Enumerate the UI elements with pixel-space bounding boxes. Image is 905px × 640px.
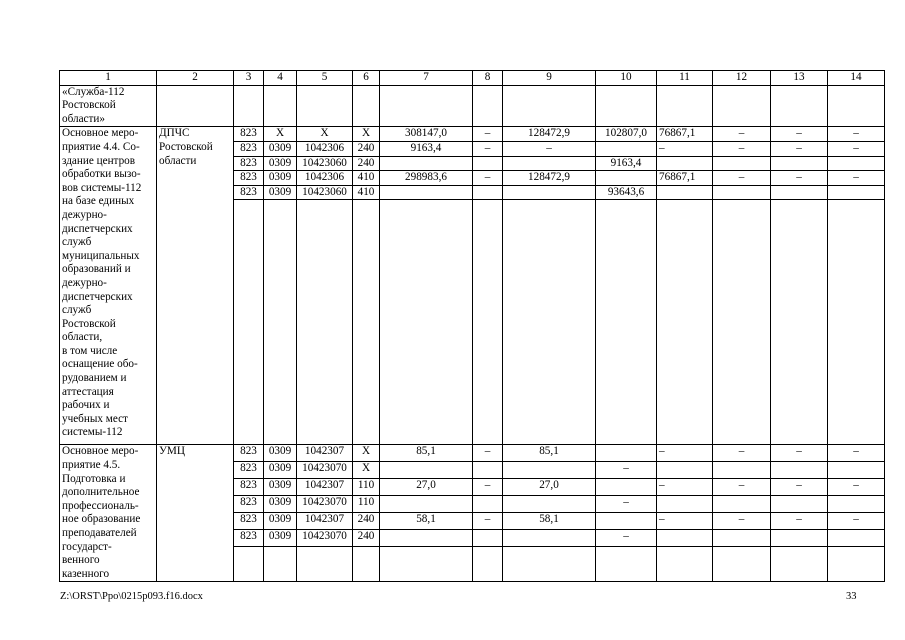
column-number: 10 — [596, 71, 657, 86]
measure-name-line: ное образование — [62, 513, 141, 526]
empty-cell — [713, 547, 771, 582]
empty-cell — [380, 85, 473, 127]
cell-c7: 58,1 — [380, 513, 473, 530]
cell-c14 — [828, 462, 885, 479]
cell-c9: 128472,9 — [503, 127, 596, 142]
cell-c6: X — [353, 127, 380, 142]
empty-cell — [264, 547, 297, 582]
cell-c10 — [596, 171, 657, 186]
cell-c4: 0309 — [264, 513, 297, 530]
empty-cell — [297, 547, 353, 582]
measure-name-line: Основное меро- — [62, 445, 139, 458]
cell-c6: 240 — [353, 530, 380, 547]
cell-c9 — [503, 462, 596, 479]
cell-c3: 823 — [234, 185, 264, 200]
empty-cell — [353, 547, 380, 582]
cell-c10: – — [596, 496, 657, 513]
cell-c7: 85,1 — [380, 445, 473, 462]
empty-cell — [828, 200, 885, 445]
cell-c5: 1042306 — [297, 141, 353, 156]
cell-c13 — [771, 496, 828, 513]
executor-name-line: ДПЧС — [159, 127, 190, 140]
empty-cell — [713, 200, 771, 445]
cell-c8 — [473, 530, 503, 547]
column-number: 9 — [503, 71, 596, 86]
executor-name-line: Ростовской — [159, 140, 213, 153]
measure-name-line: Ростовской — [62, 317, 116, 330]
measure-name-line: рудованием и — [62, 372, 127, 385]
cell-c9 — [503, 185, 596, 200]
cell-c5: 1042307 — [297, 445, 353, 462]
cell-c13: – — [771, 171, 828, 186]
cell-c6: 110 — [353, 496, 380, 513]
cell-c12 — [713, 496, 771, 513]
cell-c14: – — [828, 513, 885, 530]
cell-c7: 298983,6 — [380, 171, 473, 186]
empty-cell — [657, 547, 713, 582]
cell-c8: – — [473, 141, 503, 156]
cell-c12: – — [713, 127, 771, 142]
cell-c7 — [380, 462, 473, 479]
cell-c8: – — [473, 479, 503, 496]
empty-cell — [828, 547, 885, 582]
cell-c11: 76867,1 — [657, 171, 713, 186]
cell-c7: 308147,0 — [380, 127, 473, 142]
cell-c8: – — [473, 513, 503, 530]
empty-cell — [596, 547, 657, 582]
column-number: 12 — [713, 71, 771, 86]
measure-name-line: диспетчерских — [62, 222, 133, 235]
cell-c6: 410 — [353, 185, 380, 200]
cell-c3: 823 — [234, 462, 264, 479]
empty-cell — [713, 85, 771, 127]
cell-c4: 0309 — [264, 530, 297, 547]
empty-cell — [234, 547, 264, 582]
cell-c6: X — [353, 462, 380, 479]
cell-c13: – — [771, 479, 828, 496]
cell-c12 — [713, 530, 771, 547]
empty-cell — [264, 200, 297, 445]
cell-c3: 823 — [234, 479, 264, 496]
cell-c5: 10423070 — [297, 496, 353, 513]
cell-c11 — [657, 185, 713, 200]
empty-cell — [657, 200, 713, 445]
column-number: 3 — [234, 71, 264, 86]
cell-c4: 0309 — [264, 141, 297, 156]
cell-c4: 0309 — [264, 445, 297, 462]
file-path: Z:\ORST\Ppo\0215p093.f16.docx — [60, 591, 203, 602]
empty-cell — [353, 85, 380, 127]
measure-name-line: Ростовской — [62, 99, 116, 112]
table-row — [60, 85, 885, 127]
measure-name-line: служб — [62, 236, 92, 249]
cell-c14 — [828, 185, 885, 200]
cell-c7: 9163,4 — [380, 141, 473, 156]
measure-name-line: обработки вызо- — [62, 168, 141, 181]
cell-c8: – — [473, 445, 503, 462]
cell-c5: X — [297, 127, 353, 142]
cell-c7 — [380, 185, 473, 200]
measure-name-line: аттестация — [62, 385, 114, 398]
measure-name-line: вов системы-112 — [62, 181, 142, 194]
cell-c12: – — [713, 513, 771, 530]
cell-c5: 10423070 — [297, 462, 353, 479]
cell-c5: 1042307 — [297, 513, 353, 530]
cell-c9 — [503, 530, 596, 547]
measure-name-line: учебных мест — [62, 412, 128, 425]
column-number: 2 — [157, 71, 234, 86]
cell-c13 — [771, 530, 828, 547]
cell-c6: 240 — [353, 156, 380, 171]
measure-name-line: дополнительное — [62, 486, 140, 499]
executor-name — [157, 445, 234, 582]
measure-name-line: оснащение обо- — [62, 358, 138, 371]
measure-name-line: «Служба-112 — [62, 85, 125, 98]
measure-name — [60, 445, 157, 582]
cell-c6: 240 — [353, 513, 380, 530]
column-number: 4 — [264, 71, 297, 86]
table-row — [60, 445, 885, 462]
cell-c10 — [596, 513, 657, 530]
empty-cell — [297, 85, 353, 127]
executor-name — [157, 127, 234, 445]
cell-c10 — [596, 479, 657, 496]
measure-name-line: казенного — [62, 567, 110, 580]
cell-c11: 76867,1 — [657, 127, 713, 142]
cell-c8 — [473, 462, 503, 479]
cell-c14 — [828, 156, 885, 171]
table-body — [60, 71, 885, 582]
cell-c11 — [657, 496, 713, 513]
cell-c4: 0309 — [264, 156, 297, 171]
column-number: 11 — [657, 71, 713, 86]
cell-c9: 128472,9 — [503, 171, 596, 186]
cell-c14: – — [828, 171, 885, 186]
empty-cell — [264, 85, 297, 127]
measure-name-line: профессиональ- — [62, 499, 139, 512]
empty-cell — [771, 200, 828, 445]
cell-c12 — [713, 185, 771, 200]
cell-c14: – — [828, 479, 885, 496]
empty-cell — [596, 200, 657, 445]
empty-cell — [157, 85, 234, 127]
column-number: 5 — [297, 71, 353, 86]
cell-c13: – — [771, 445, 828, 462]
measure-name-line: дежурно- — [62, 276, 107, 289]
cell-c8 — [473, 156, 503, 171]
cell-c11: – — [657, 479, 713, 496]
budget-table — [59, 70, 885, 582]
cell-c12: – — [713, 171, 771, 186]
cell-c7: 27,0 — [380, 479, 473, 496]
empty-cell — [473, 547, 503, 582]
empty-cell — [503, 200, 596, 445]
cell-c3: 823 — [234, 496, 264, 513]
empty-cell — [380, 200, 473, 445]
cell-c10: 102807,0 — [596, 127, 657, 142]
cell-c9 — [503, 156, 596, 171]
empty-cell — [596, 85, 657, 127]
executor-name-line: области — [159, 154, 197, 167]
empty-cell — [503, 547, 596, 582]
cell-c5: 10423060 — [297, 185, 353, 200]
empty-cell — [380, 547, 473, 582]
empty-cell — [473, 200, 503, 445]
cell-c9: 27,0 — [503, 479, 596, 496]
measure-name-line: рабочих и — [62, 399, 110, 412]
cell-c11 — [657, 156, 713, 171]
cell-c4: 0309 — [264, 171, 297, 186]
empty-cell — [503, 85, 596, 127]
measure-name — [60, 127, 157, 445]
cell-c12 — [713, 462, 771, 479]
cell-c13 — [771, 185, 828, 200]
cell-c3: 823 — [234, 530, 264, 547]
cell-c3: 823 — [234, 156, 264, 171]
column-number: 8 — [473, 71, 503, 86]
empty-cell — [234, 200, 264, 445]
cell-c4: 0309 — [264, 479, 297, 496]
cell-c6: 410 — [353, 171, 380, 186]
cell-c12 — [713, 156, 771, 171]
cell-c5: 1042307 — [297, 479, 353, 496]
cell-c12: – — [713, 445, 771, 462]
measure-name-line: государст- — [62, 540, 112, 553]
cell-c5: 10423070 — [297, 530, 353, 547]
cell-c11: – — [657, 141, 713, 156]
cell-c3: 823 — [234, 445, 264, 462]
cell-c10: – — [596, 530, 657, 547]
measure-name-line: в том числе — [62, 344, 118, 357]
column-number: 1 — [60, 71, 157, 86]
empty-cell — [473, 85, 503, 127]
cell-c7 — [380, 496, 473, 513]
cell-c3: 823 — [234, 513, 264, 530]
cell-c13: – — [771, 127, 828, 142]
cell-c8: – — [473, 127, 503, 142]
cell-c13 — [771, 156, 828, 171]
measure-name-line: образований и — [62, 263, 131, 276]
cell-c9: 58,1 — [503, 513, 596, 530]
cell-c4: 0309 — [264, 462, 297, 479]
cell-c10 — [596, 445, 657, 462]
measure-name — [60, 85, 157, 127]
cell-c4: 0309 — [264, 185, 297, 200]
measure-name-line: здание центров — [62, 154, 136, 167]
empty-cell — [353, 200, 380, 445]
cell-c6: 110 — [353, 479, 380, 496]
empty-cell — [234, 85, 264, 127]
cell-c13 — [771, 462, 828, 479]
empty-cell — [297, 200, 353, 445]
cell-c11 — [657, 530, 713, 547]
cell-c6: 240 — [353, 141, 380, 156]
cell-c14 — [828, 530, 885, 547]
cell-c14: – — [828, 127, 885, 142]
cell-c3: 823 — [234, 141, 264, 156]
column-number-row — [60, 71, 885, 86]
cell-c8 — [473, 496, 503, 513]
column-number: 13 — [771, 71, 828, 86]
cell-c4: X — [264, 127, 297, 142]
measure-name-line: приятие 4.4. Со- — [62, 140, 140, 153]
cell-c8: – — [473, 171, 503, 186]
cell-c7 — [380, 156, 473, 171]
cell-c13: – — [771, 141, 828, 156]
empty-cell — [828, 85, 885, 127]
cell-c10: 9163,4 — [596, 156, 657, 171]
cell-c14: – — [828, 445, 885, 462]
measure-name-line: области, — [62, 331, 103, 344]
cell-c11: – — [657, 513, 713, 530]
cell-c11: – — [657, 445, 713, 462]
measure-name-line: на базе единых — [62, 195, 135, 208]
measure-name-line: диспетчерских — [62, 290, 133, 303]
cell-c3: 823 — [234, 127, 264, 142]
empty-cell — [771, 85, 828, 127]
measure-name-line: дежурно- — [62, 208, 107, 221]
cell-c8 — [473, 185, 503, 200]
cell-c14 — [828, 496, 885, 513]
measure-name-line: служб — [62, 304, 92, 317]
measure-name-line: венного — [62, 554, 100, 567]
cell-c9: – — [503, 141, 596, 156]
cell-c7 — [380, 530, 473, 547]
column-number: 14 — [828, 71, 885, 86]
empty-cell — [771, 547, 828, 582]
column-number: 6 — [353, 71, 380, 86]
table-row — [60, 127, 885, 142]
cell-c3: 823 — [234, 171, 264, 186]
cell-c6: X — [353, 445, 380, 462]
measure-name-line: муниципальных — [62, 249, 140, 262]
cell-c9: 85,1 — [503, 445, 596, 462]
measure-name-line: Подготовка и — [62, 472, 126, 485]
executor-name-line: УМЦ — [159, 445, 185, 458]
measure-name-line: Основное меро- — [62, 127, 139, 140]
cell-c9 — [503, 496, 596, 513]
cell-c10: – — [596, 462, 657, 479]
page-number: 33 — [846, 591, 857, 602]
cell-c12: – — [713, 141, 771, 156]
cell-c12: – — [713, 479, 771, 496]
measure-name-line: системы-112 — [62, 426, 123, 439]
cell-c10 — [596, 141, 657, 156]
measure-name-line: области» — [62, 112, 105, 125]
cell-c10: 93643,6 — [596, 185, 657, 200]
column-number: 7 — [380, 71, 473, 86]
cell-c11 — [657, 462, 713, 479]
cell-c5: 10423060 — [297, 156, 353, 171]
measure-name-line: преподавателей — [62, 526, 137, 539]
empty-cell — [657, 85, 713, 127]
cell-c13: – — [771, 513, 828, 530]
cell-c14: – — [828, 141, 885, 156]
cell-c5: 1042306 — [297, 171, 353, 186]
cell-c4: 0309 — [264, 496, 297, 513]
measure-name-line: приятие 4.5. — [62, 458, 121, 471]
